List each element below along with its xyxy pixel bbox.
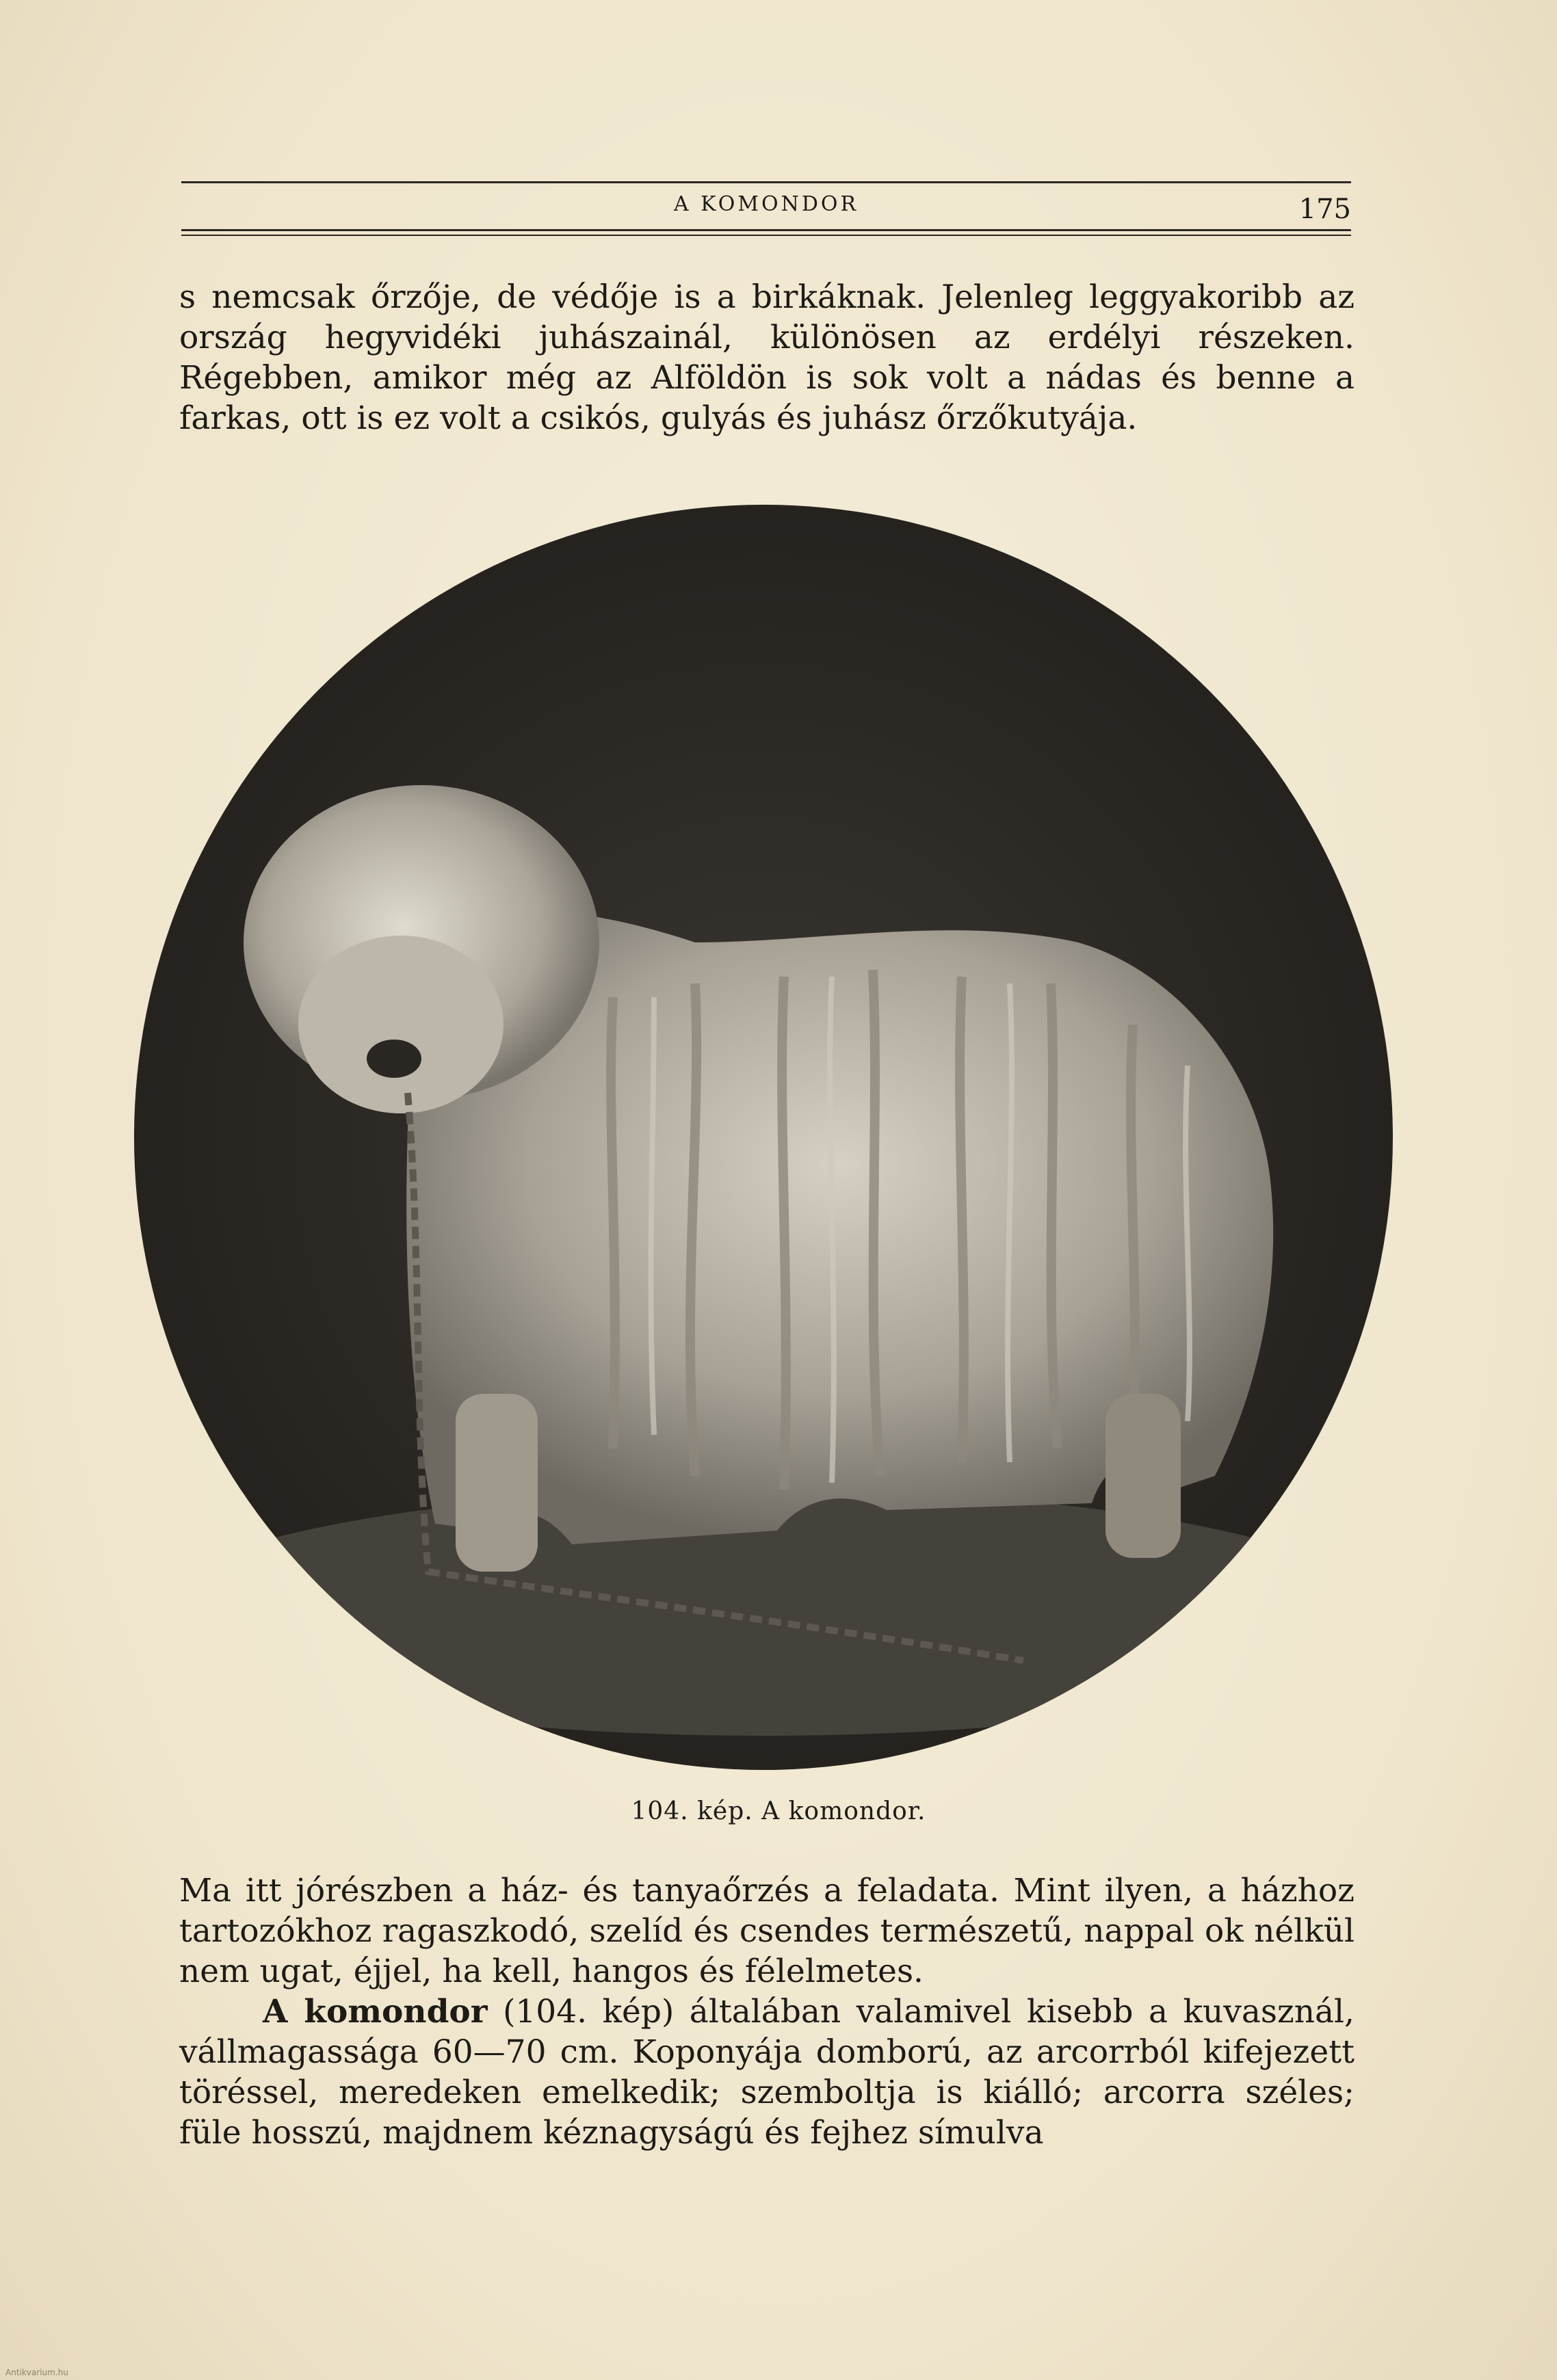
footer-watermark: Antikvarium.hu <box>5 2368 68 2377</box>
top-paragraph-block <box>179 277 1355 438</box>
komondor-illustration <box>134 505 1393 1770</box>
running-head: A KOMONDOR <box>673 192 859 216</box>
page-number: 175 <box>1298 194 1351 225</box>
figure-caption: 104. kép. A komondor. <box>631 1797 926 1825</box>
page-header <box>181 174 1351 243</box>
paragraph-2: Ma itt jórészben a ház- és tanyaőrzés a feladata. Mint ilyen, a házhoz tartozókhoz ragaszkodó, szelíd és csendes természetű, nappal ok nélkül nem ugat, éjjel, ha kell, hangos és félelmetes. <box>179 1872 1355 1990</box>
komondor-photo <box>134 505 1393 1770</box>
bottom-text-block <box>179 1870 1355 2153</box>
top-paragraph: s nemcsak őrzője, de védője is a birkáknak. Jelenleg leggyakoribb az ország hegyvidéki juhászainál, különösen az erdélyi részeken. Régebben, amikor még az Alföldön is sok volt a nádas és benne a farkas, ott is ez volt a csikós, gulyás és juhász őrzőkutyája. <box>179 278 1355 437</box>
paragraph-3-text: (104. kép) általában valamivel kisebb a kuvasznál, vállmagassága 60—70 cm. Koponyája domború, az arcorrból kifejezett töréssel, meredeken emelkedik; szemboltja is kiálló; arcorra széles; füle hosszú, majdnem kéznagyságú és fejhez símulva <box>179 1993 1355 2152</box>
header-rule-bottom-thin <box>181 235 1351 236</box>
paragraph-3 <box>179 1992 1355 2153</box>
header-rule-bottom <box>181 229 1351 231</box>
paragraph-3-bold-lead: A komondor <box>263 1993 488 2031</box>
header-rule-top <box>181 181 1351 183</box>
